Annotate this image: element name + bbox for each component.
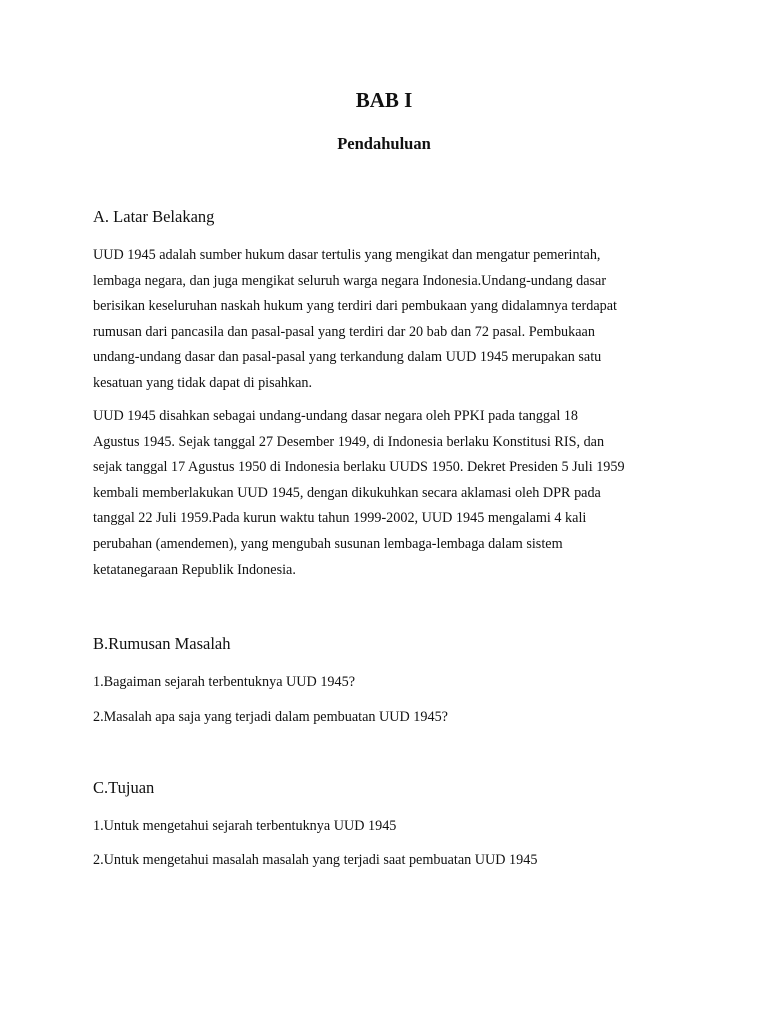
chapter-title: BAB I [355,88,413,112]
paragraph-line: UUD 1945 adalah sumber hukum dasar tertulis yang mengikat dan mengatur pemerintah, [93,247,601,263]
list-item: 1.Bagaiman sejarah terbentuknya UUD 1945? [93,674,355,690]
chapter-subtitle: Pendahuluan [337,134,431,153]
paragraph-line: Agustus 1945. Sejak tanggal 27 Desember 1949, di Indonesia berlaku Konstitusi RIS, dan [93,433,605,450]
paragraph-latar-1 [93,243,683,397]
paragraph-line: ketatanegaraan Republik Indonesia. [93,561,296,578]
paragraph-latar-2 [93,404,683,583]
paragraph-line: tanggal 22 Juli 1959.Pada kurun waktu tahun 1999-2002, UUD 1945 mengalami 4 kali [93,510,587,527]
list-item: 2.Masalah apa saja yang terjadi dalam pembuatan UUD 1945? [93,709,448,725]
paragraph-line: sejak tanggal 17 Agustus 1950 di Indonesia berlaku UUDS 1950. Dekret Presiden 5 Juli 1959 [93,459,625,476]
section-heading-latar-belakang: A. Latar Belakang [93,207,215,226]
paragraph-line: undang-undang dasar dan pasal-pasal yang terkandung dalam UUD 1945 merupakan satu [93,349,602,366]
paragraph-line: kembali memberlakukan UUD 1945, dengan dikukuhkan secara aklamasi oleh DPR pada [93,484,601,501]
paragraph-line: kesatuan yang tidak dapat di pisahkan. [93,374,313,391]
list-item: 2.Untuk mengetahui masalah masalah yang terjadi saat pembuatan UUD 1945 [93,852,538,868]
paragraph-line: rumusan dari pancasila dan pasal-pasal yang terdiri dar 20 bab dan 72 pasal. Pembukaan [93,323,595,340]
paragraph-line: lembaga negara, dan juga mengikat seluruh warga negara Indonesia.Undang-undang dasar [93,272,607,289]
section-heading-rumusan-masalah: B.Rumusan Masalah [93,634,231,653]
paragraph-line: UUD 1945 disahkan sebagai undang-undang dasar negara oleh PPKI pada tanggal 18 [93,408,579,424]
paragraph-line: perubahan (amendemen), yang mengubah susunan lembaga-lembaga dalam sistem [93,535,563,552]
paragraph-line: berisikan keseluruhan naskah hukum yang terdiri dari pembukaan yang didalamnya terdapat [93,298,617,315]
section-heading-tujuan: C.Tujuan [93,778,155,797]
list-item: 1.Untuk mengetahui sejarah terbentuknya UUD 1945 [93,818,397,834]
